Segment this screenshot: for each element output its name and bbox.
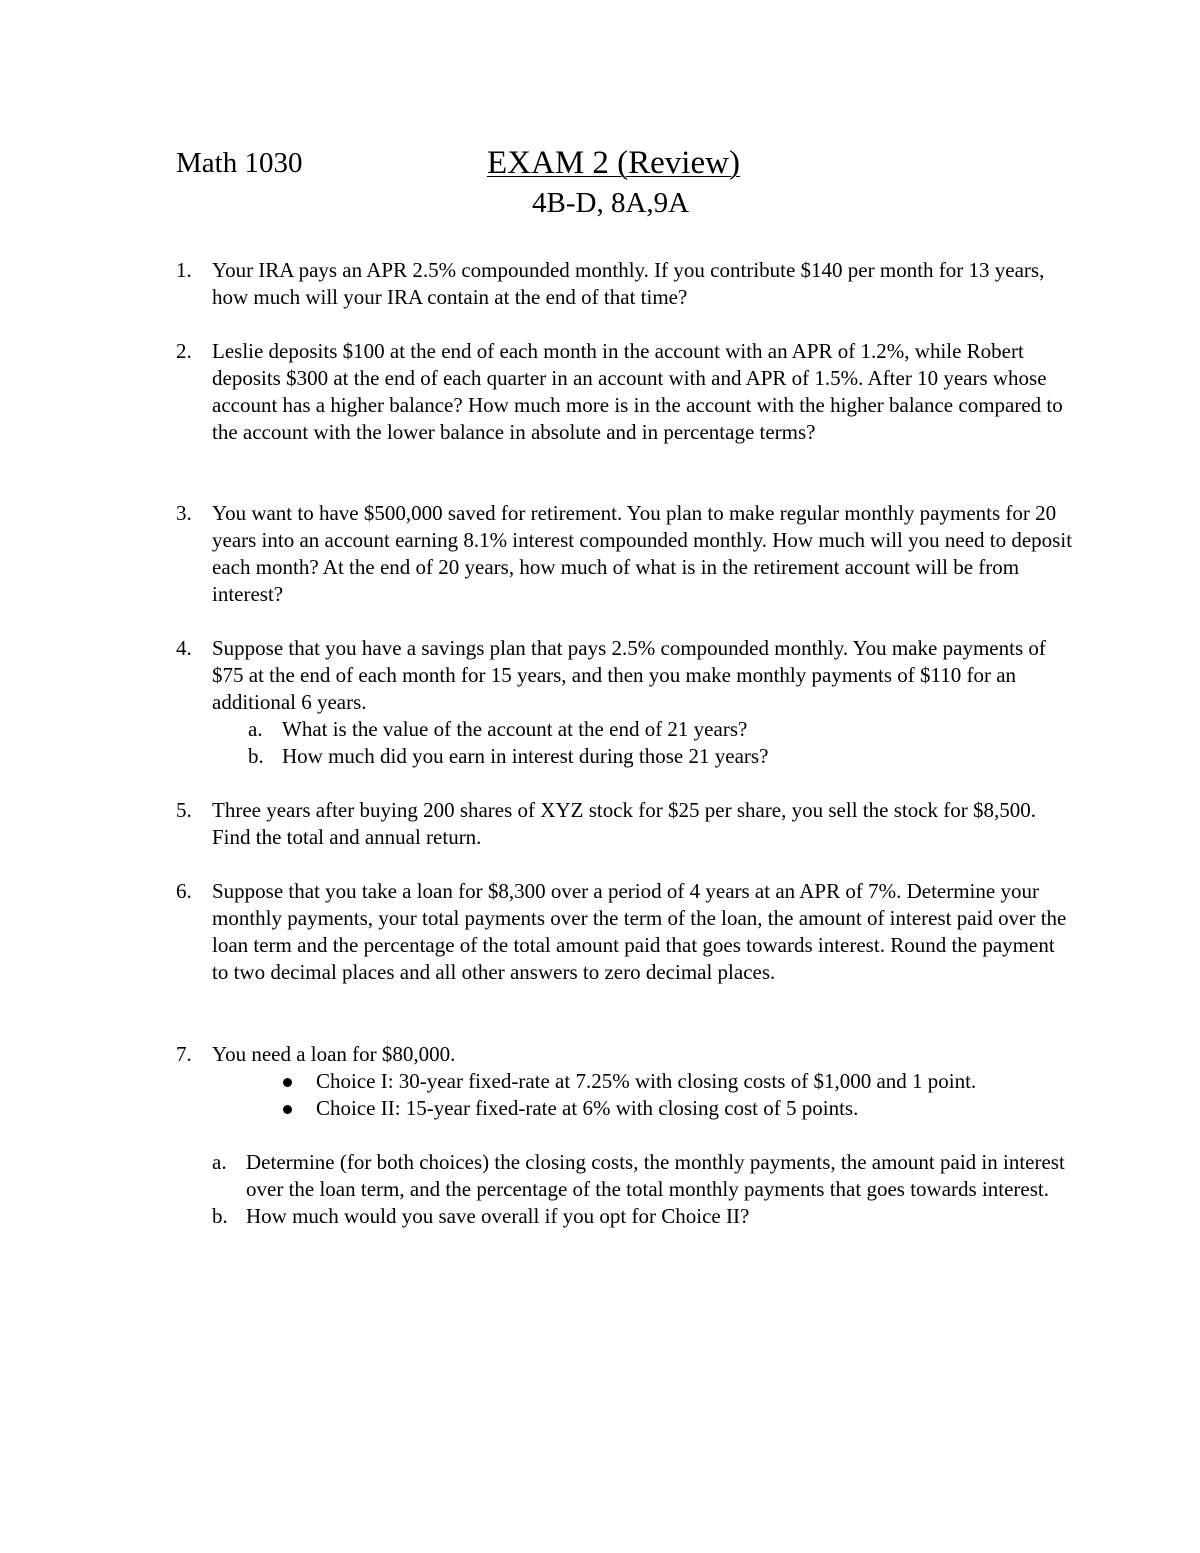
question-text: Leslie deposits $100 at the end of each month in the account with an APR of 1.2%, while Robert deposits $300 at the end of each quarter in an account with and APR of 1.5%. After 10 years whose account has a higher balance? How much more is in the account with the higher balance compared to the account with the lower balance in absolute and in percentage terms? [212, 339, 1063, 444]
question-text: Suppose that you have a savings plan that pays 2.5% compounded monthly. You make payments of $75 at the end of each month for 15 years, and then you make monthly payments of $110 for an additional 6 years. [212, 636, 1046, 714]
question-4-part-a [248, 716, 1076, 743]
part-letter: a. [212, 1150, 227, 1174]
question-7 [176, 1041, 1076, 1230]
question-1 [176, 257, 1076, 311]
question-3 [176, 500, 1076, 608]
part-text: How much did you earn in interest during those 21 years? [282, 744, 769, 768]
question-text: Suppose that you take a loan for $8,300 over a period of 4 years at an APR of 7%. Determine your monthly payments, your total payments over the term of the loan, the amount of interest paid over the loan term and the percentage of the total amount paid that goes towards interest. Round the payment to two decimal places and all other answers to zero decimal places. [212, 879, 1067, 984]
question-text: You need a loan for $80,000. [212, 1042, 456, 1066]
part-letter: b. [212, 1204, 228, 1228]
choice-text: Choice I: 30-year fixed-rate at 7.25% with closing costs of $1,000 and 1 point. [316, 1069, 977, 1093]
exam-sections: 4B-D, 8A,9A [532, 187, 690, 219]
question-number: 2. [176, 339, 192, 363]
choice-item [176, 1095, 1076, 1122]
course-name: Math 1030 [176, 147, 303, 179]
question-4-part-b [248, 743, 1076, 770]
exam-title: EXAM 2 (Review) [487, 145, 740, 181]
question-number: 3. [176, 501, 192, 525]
question-number: 1. [176, 258, 192, 282]
question-text: Your IRA pays an APR 2.5% compounded monthly. If you contribute $140 per month for 13 years, how much will your IRA contain at the end of that time? [212, 258, 1045, 309]
question-6 [176, 878, 1076, 986]
question-7-part-a [212, 1149, 1076, 1203]
question-7-part-b [212, 1203, 1076, 1230]
question-text: Three years after buying 200 shares of XYZ stock for $25 per share, you sell the stock for $8,500. Find the total and annual return. [212, 798, 1037, 849]
bullet-icon [283, 1078, 292, 1087]
choice-item [176, 1068, 1076, 1095]
choice-text: Choice II: 15-year fixed-rate at 6% with closing cost of 5 points. [316, 1096, 859, 1120]
question-2 [176, 338, 1076, 446]
part-text: How much would you save overall if you opt for Choice II? [246, 1204, 750, 1228]
question-7-parts [212, 1149, 1076, 1230]
question-number: 5. [176, 798, 192, 822]
part-text: Determine (for both choices) the closing costs, the monthly payments, the amount paid in interest over the loan term, and the percentage of the total monthly payments that goes towards interest. [246, 1150, 1065, 1201]
part-text: What is the value of the account at the end of 21 years? [282, 717, 748, 741]
part-letter: a. [248, 717, 263, 741]
question-4-parts [248, 716, 1076, 770]
question-text: You want to have $500,000 saved for retirement. You plan to make regular monthly payments for 20 years into an account earning 8.1% interest compounded monthly. How much will you need to deposit each month? At the end of 20 years, how much of what is in the retirement account will be from interest? [212, 501, 1073, 606]
part-letter: b. [248, 744, 264, 768]
question-5 [176, 797, 1076, 851]
question-number: 7. [176, 1042, 192, 1066]
question-number: 6. [176, 879, 192, 903]
question-7-choices [176, 1068, 1076, 1122]
question-number: 4. [176, 636, 192, 660]
question-4 [176, 635, 1076, 770]
bullet-icon [283, 1105, 292, 1114]
